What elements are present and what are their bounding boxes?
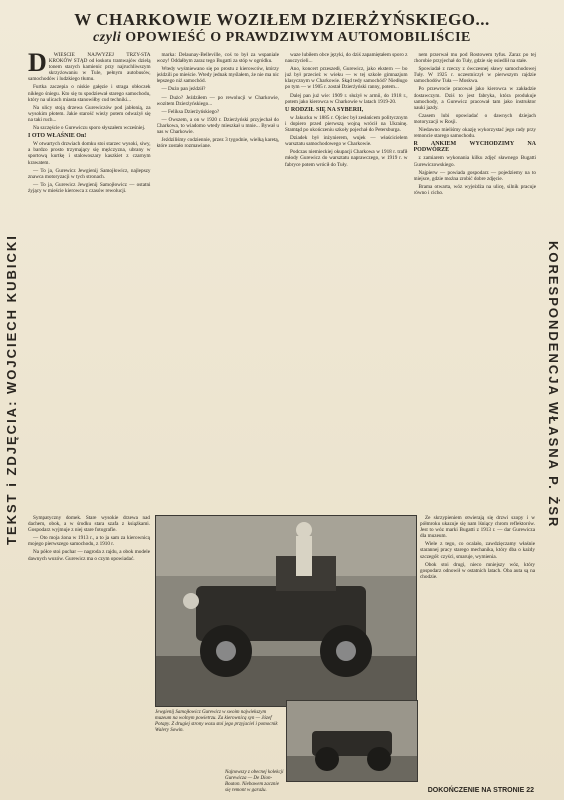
paragraph: WIEŚCIE NAJWYŻEJ TRZY-STA KROKÓW STĄD od łoskotu tramwajów dzielą tonem starych kamienic przy najruchliwszym skrzyżowaniu w Tule, pełnym autobusów, samochodów i ludzkiego tłumu.	[28, 52, 151, 83]
paragraph: Na półce stoi puchar — nagroda z rajdu, a obok modele dawnych wozów. Gurewicz ma o czym opowiadać.	[28, 549, 150, 562]
subheadline	[10, 30, 554, 46]
paragraph: Dziadek był inżynierem, wujek — właścicielem warsztatu samochodowego w Charkowie.	[285, 135, 408, 148]
paragraph: Ano, koncert przeszedł, Gurewicz, jako ekstern — bo już był przecież w wieku — w tej szkole gimnazjum klasycznym w Charkowie. Skąd tedy samochód? Niedługo po tym — w 1905 r. został Dzierżyński ranny, potem...	[285, 66, 408, 91]
paragraph: z zamiarem wykonania kilku zdjęć sławnego Bugatti Gurewiczowskiego.	[413, 155, 536, 168]
paragraph: — Dużo pan jeździł?	[161, 86, 206, 93]
article-column-4	[414, 52, 537, 512]
paragraph: Czasem lubi opowiadać o dawnych dziejach motoryzacji w Rosji.	[413, 112, 536, 125]
paragraph: — Oto moja żona w 1913 r., a to ja sam za kierownicą mojego pierwszego samochodu, z 1910 r.	[28, 535, 150, 548]
section-lead: R ANKIEM WYCHODZIMY NA PODWÓRZE	[413, 141, 536, 154]
paragraph: Na ulicy stoją drzewa Gurewiczów pod jabłonią, za wysokim płotem. Jakie starość wieży potem odważył się na taki ruch...	[28, 104, 151, 123]
paragraph: Ze skrzypieniem otwierają się drzwi szopy i w półmroku ukazuje się nam lśniący chrom reflektorów. Jest to wóz marki Bugatti z 1913 r. — dar Gurewicza dla muzeum.	[420, 515, 535, 540]
paragraph: Po przewrocie pracował jako kierowca w zakładzie dostawczym. Dziś to jest fabryka, która produkuje samochody, a Gurewicz pracował tam jako instruktor nauki jazdy.	[413, 86, 536, 111]
photo-vintage-car-small	[286, 700, 418, 782]
article-column-1	[28, 52, 151, 512]
paragraph: — To ja, Gurewicz Jewgienij Samojłowicz, najlepszy znawca motoryzacji w tych stronach.	[28, 167, 151, 180]
small-car-illustration	[287, 701, 417, 781]
paragraph: Niedawno mieliśmy okazję wykorzystać jego rady przy remoncie starego samochodu.	[413, 127, 536, 140]
paragraph: W otwartych drzwiach domku stoi starzec wysoki, siwy, a bardzo prosto trzymający się mężczyzna, ubrany w sportową kurtkę i stalowoszary kaszkiet z czarnym krawatem.	[28, 141, 151, 166]
paragraph: Sympatyczny domek. Stare wysokie drzewa nad dachem, obok, a w środku stara szafa z książkami. Gospodarz wyjmuje z niej stare fotografie.	[28, 515, 150, 534]
paragraph: Najpierw — powiada gospodarz — pojedziemy na to miejsce, gdzie można zrobić dobre zdjęcie.	[413, 169, 536, 182]
paragraph: nem przerwał mu pod Rostowem tyfus. Zaraz po tej chorobie przyjechał do Tuły, gdzie się osiedlił na stałe.	[413, 52, 536, 65]
paragraph: Podczas niemieckiej okupacji Charkowa w 1918 r. trafił młody Gurewicz do warsztatu naprawczego, w 1919 r. w fabryce potem wrócił do Tuły.	[285, 149, 408, 168]
paragraph: Wiele z tego, co ocalało, zawdzięczamy właśnie starannej pracy starego mechanika, który dba o każdy szczegół: czyści, smaruje, wymienia.	[420, 541, 535, 560]
correspondence-vertical: KORESPONDENCJA WŁASNA P. ŻSR	[546, 241, 561, 529]
paragraph: — Feliksa Dzierżyńskiego?	[161, 108, 220, 115]
photo-caption-small: Najnowszy z obecnej kolekcji Gurewicza — De Dion-Bouton. Niebawem zacznie się remont w garażu.	[225, 770, 284, 793]
headline: W CHARKOWIE WOZIŁEM DZIERŻYŃSKIEGO...	[74, 10, 490, 29]
byline-vertical: TEKST i ZDJĘCIA: WOJCIECH KUBICKI	[4, 234, 19, 546]
paragraph: — To ja, Gurewicz Jewgienij Samojłowicz — ostatni żyjący w mieście kierowca z czasów rewolucji.	[28, 181, 151, 194]
article-column-lower-left	[28, 515, 150, 785]
paragraph: Wtedy wyśmiewano się po prostu z kierowców, którzy jeździli po mieście. Wtedy jednak myślałem, że nie ma nic lepszego niż samochód.	[156, 66, 279, 85]
vintage-car-illustration	[156, 516, 416, 706]
subhead-title: OPOWIEŚĆ O PRAWDZIWYM AUTOMOBILIŚCIE	[125, 30, 471, 45]
paragraph: — Dużo? Jeździłem — po rewolucji w Charkowie, wozitem Dzierżyńskiego...	[156, 94, 279, 107]
dropcap: D	[28, 52, 47, 77]
section-lead: I OTO WŁAŚNIE On!	[28, 133, 87, 140]
paragraph: — Owszem, a on w 1920 r. Dzierżyński przyjechał do Charkowa, to wiadomo wtedy mieszkał u mnie... Bywał u nas w Charkowie.	[156, 116, 279, 136]
article-column-2	[157, 52, 280, 512]
paragraph: Furtka zaczepia o niskie gałęzie i straga obłoczek nikłego śniegu. Kto się tu spodziewał starego samochodu, który na ulicach miasta stanowiłby cud techniki...	[28, 84, 151, 103]
section-lead: U RODZIŁ SIĘ NA SYBERII,	[285, 106, 364, 113]
article-columns	[28, 52, 536, 512]
paragraph: Na szczęście o Gurewiczu sporo słyszałem wcześniej.	[33, 125, 146, 132]
paragraph: marka: Delaunay-Belleville, coś to był za wspaniale wozy! Oddałbym zaraz tego Bugatti za stóp w ogródku.	[156, 52, 279, 65]
continuation-note: DOKOŃCZENIE NA STRONIE 22	[427, 787, 534, 794]
photo-vintage-car-main	[155, 515, 417, 707]
paragraph: Brama otwarta, wóz wyjeżdża na ulicę, silnik pracuje równo i cicho.	[413, 183, 536, 196]
paragraph: waze lubiłem obce języki, do dziś zapamiętałem sporo z nauczycieli...	[285, 52, 408, 65]
paragraph: Dalej pan już wie: 1909 r. służył w armii, do 1918 r., potem jako kierowca w Charkowie w latach 1919-20.	[285, 92, 408, 105]
article-column-3	[285, 52, 408, 512]
paragraph: Jeździliśmy codziennie, przez 3 tygodnie, wielką karetą, które zostało rozmawiane.	[156, 137, 279, 150]
paragraph: Obok stoi drugi, nieco mniejszy wóz, który gospodarz odnowił w ostatnich latach. Oba auta są na chodzie.	[420, 561, 535, 580]
subhead-prefix: czyli	[93, 30, 122, 45]
paragraph: Spowiadał z rzeczy z ówczesnej sławy samochodowej Tuły. W 1925 r. uczestniczył w pierwszym rajdzie samochodów Tuła — Moskwa.	[413, 66, 536, 85]
photo-caption-main: Jewgienij Samojłowicz Gurewicz w swoim najwiekszym muzeum na wolnym powietrzu. Za kierownicą syn — Józef Potapy. Z drugiej strony wozu stoi jego przyjaciel i pomocnik Walery Sowin.	[155, 710, 278, 733]
paragraph: w Jakucku w 1885 r. Ojciec był zesłańcem politycznym i dopiero przed pierwszą wojną wrócił na Ukrainę. Stamtąd po ukończeniu szkoły pojechał do Petersburga.	[285, 114, 408, 134]
article-column-lower-right	[420, 515, 535, 785]
